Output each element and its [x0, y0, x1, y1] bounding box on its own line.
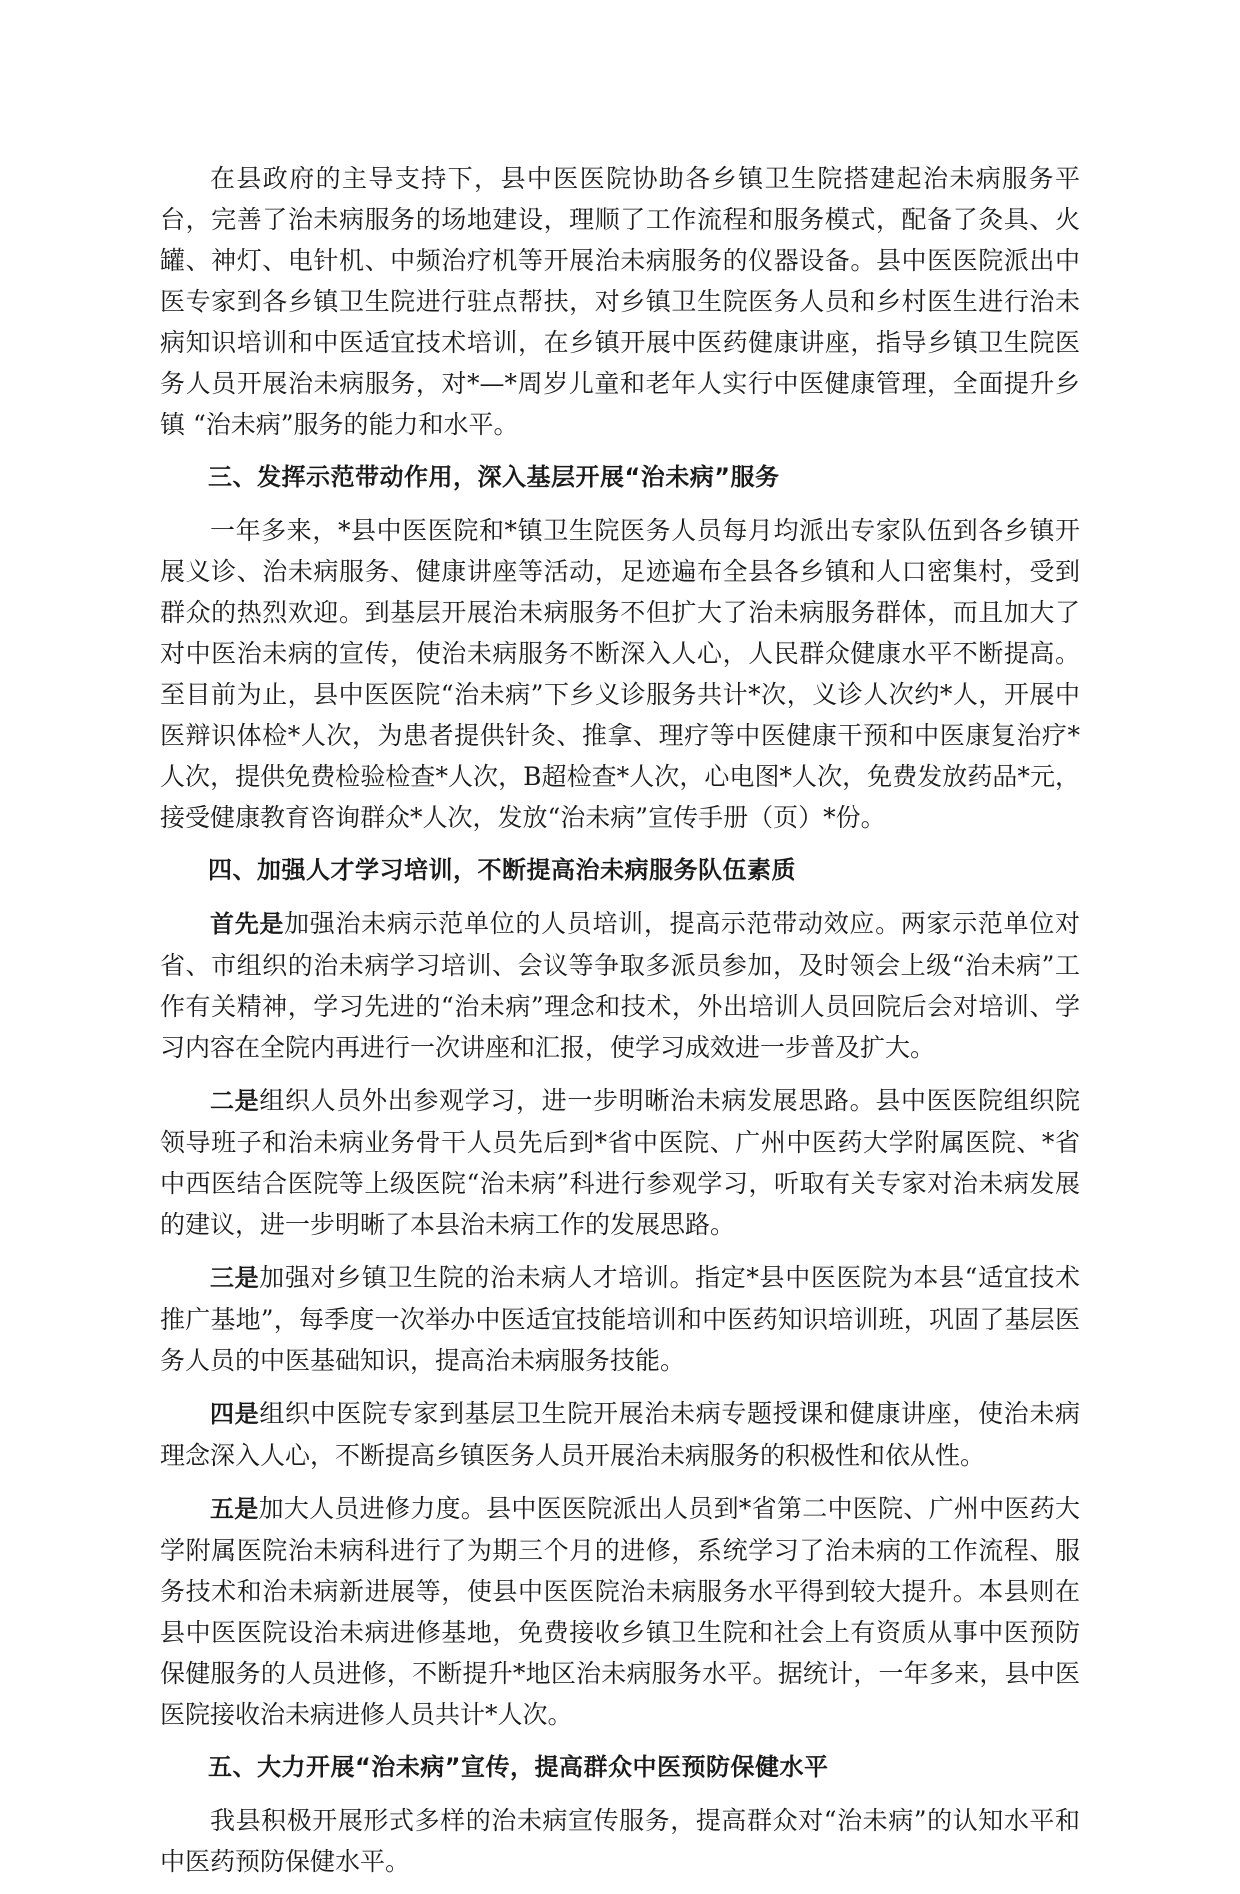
paragraph-item-1: [160, 903, 1080, 1068]
paragraph-item-4: [160, 1393, 1080, 1476]
paragraph-outreach-services: 一年多来，*县中医医院和*镇卫生院医务人员每月均派出专家队伍到各乡镇开展义诊、治未病服务、健康讲座等活动，足迹遍布全县各乡镇和人口密集村，受到群众的热烈欢迎。到基层开展治未病服务不但扩大了治未病服务群体，而且加大了对中医治未病的宣传，使治未病服务不断深入人心，人民群众健康水平不断提高。至目前为止，县中医医院“治未病”下乡义诊服务共计*次，义诊人次约*人，开展中医辩识体检*人次，为患者提供针灸、推拿、理疗等中医健康干预和中医康复治疗*人次，提供免费检验检查*人次，B超检查*人次，心电图*人次，免费发放药品*元，接受健康教育咨询群众*人次，发放“治未病”宣传手册（页）*份。: [160, 516, 1080, 832]
item-lead-1: 首先是: [210, 910, 285, 938]
item-lead-2: 二是: [210, 1087, 260, 1115]
paragraph-platform-support: 在县政府的主导支持下，县中医医院协助各乡镇卫生院搭建起治未病服务平台，完善了治未病服务的场地建设，理顺了工作流程和服务模式，配备了灸具、火罐、神灯、电针机、中频治疗机等开展治未病服务的仪器设备。县中医医院派出中医专家到各乡镇卫生院进行驻点帮扶，对乡镇卫生院医务人员和乡村医生进行治未病知识培训和中医适宜技术培训，在乡镇开展中医药健康讲座，指导乡镇卫生院医务人员开展治未病服务，对*—*周岁儿童和老年人实行中医健康管理，全面提升乡镇 “治未病”服务的能力和水平。: [160, 164, 1080, 439]
item-lead-4: 四是: [210, 1400, 260, 1428]
item-lead-5: 五是: [210, 1495, 259, 1523]
paragraph-item-3: [160, 1257, 1080, 1381]
section-heading-3: 三、发挥示范带动作用，深入基层开展“治未病”服务: [208, 463, 780, 491]
item-text-4: 组织中医院专家到基层卫生院开展治未病专题授课和健康讲座，使治未病理念深入人心，不断提高乡镇医务人员开展治未病服务的积极性和依从性。: [160, 1399, 1080, 1470]
paragraph-publicity: 我县积极开展形式多样的治未病宣传服务，提高群众对“治未病”的认知水平和中医药预防保健水平。: [160, 1806, 1080, 1876]
section-heading-5: 五、大力开展“治未病”宣传，提高群众中医预防保健水平: [208, 1753, 829, 1781]
item-text-1: 加强治未病示范单位的人员培训，提高示范带动效应。两家示范单位对省、市组织的治未病学习培训、会议等争取多派员参加，及时领会上级“治未病”工作有关精神，学习先进的“治未病”理念和技术，外出培训人员回院后会对培训、学习内容在全院内再进行一次讲座和汇报，使学习成效进一步普及扩大。: [160, 909, 1080, 1062]
section-heading-4: 四、加强人才学习培训，不断提高治未病服务队伍素质: [208, 856, 796, 884]
item-lead-3: 三是: [210, 1264, 260, 1292]
paragraph-item-5: [160, 1488, 1080, 1735]
item-text-3: 加强对乡镇卫生院的治未病人才培训。指定*县中医医院为本县“适宜技术推广基地”，每季度一次举办中医适宜技能培训和中医药知识培训班，巩固了基层医务人员的中医基础知识，提高治未病服务技能。: [160, 1263, 1080, 1375]
item-text-2: 组织人员外出参观学习，进一步明晰治未病发展思路。县中医医院组织院领导班子和治未病业务骨干人员先后到*省中医院、广州中医药大学附属医院、*省中西医结合医院等上级医院“治未病”科进行参观学习，听取有关专家对治未病发展的建议，进一步明晰了本县治未病工作的发展思路。: [160, 1086, 1080, 1239]
paragraph-item-2: [160, 1080, 1080, 1245]
document-body: [160, 158, 1080, 1894]
item-text-5: 加大人员进修力度。县中医医院派出人员到*省第二中医院、广州中医药大学附属医院治未病科进行了为期三个月的进修，系统学习了治未病的工作流程、服务技术和治未病新进展等，使县中医医院治未病服务水平得到较大提升。本县则在县中医医院设治未病进修基地，免费接收乡镇卫生院和社会上有资质从事中医预防保健服务的人员进修，不断提升*地区治未病服务水平。据统计，一年多来，县中医医院接收治未病进修人员共计*人次。: [160, 1494, 1080, 1729]
